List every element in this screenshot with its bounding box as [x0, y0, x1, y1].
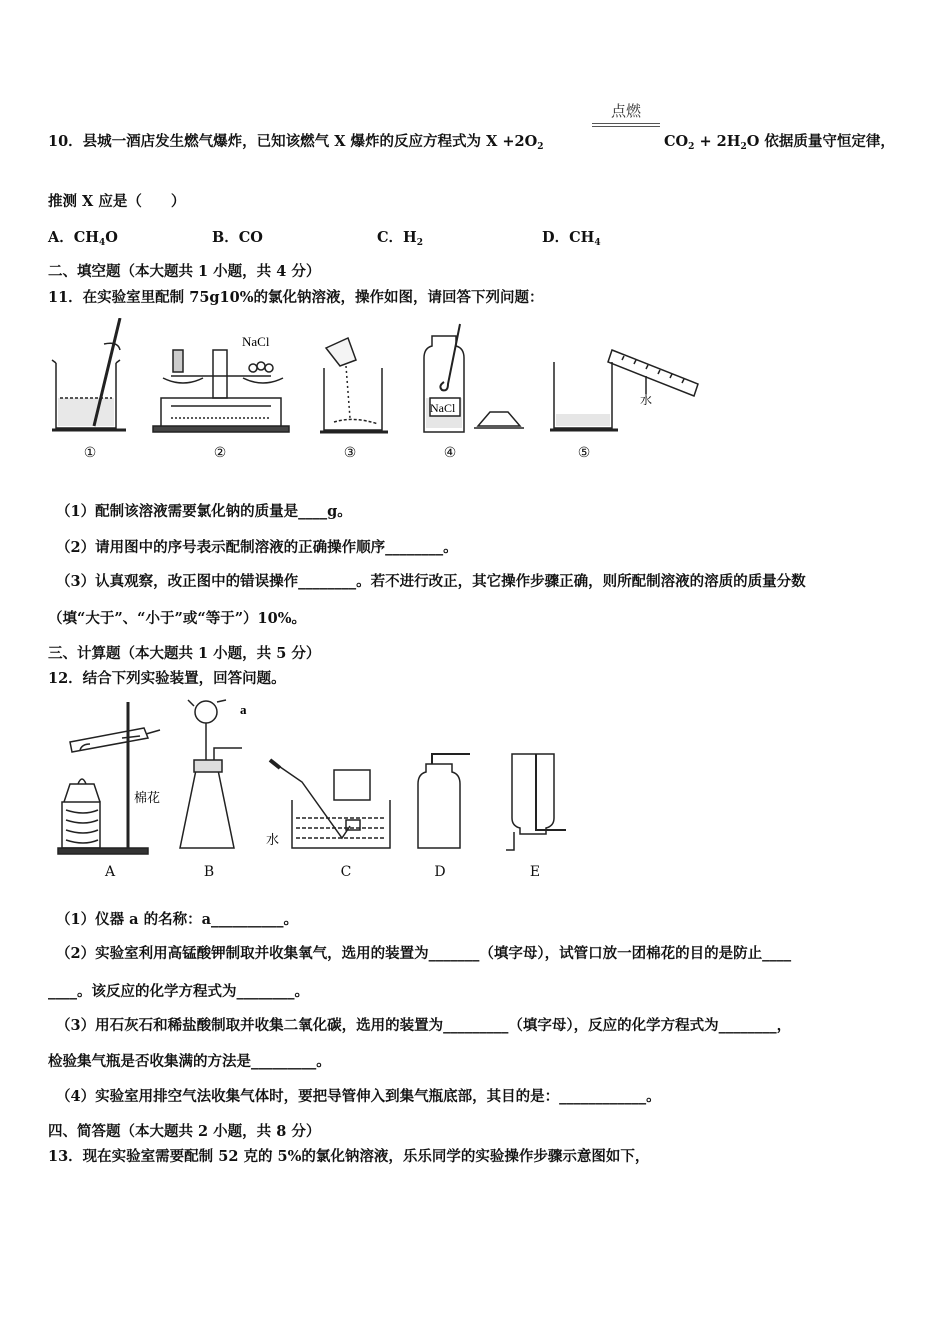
q10-option-b [212, 226, 263, 247]
step-label-1: ① [83, 445, 97, 461]
option-a-sub: 4 [99, 238, 106, 248]
apparatus-e-inverted-bottle [506, 754, 566, 850]
q12-part3: （3）用石灰石和稀盐酸制取并收集二氧化碳，选用的装置为_________（填字母），反应的化学方程式为________， [56, 1017, 792, 1034]
q12-part3-cont: 检验集气瓶是否收集满的方法是_________。 [48, 1053, 331, 1070]
q12-figure [52, 698, 592, 863]
q10-option-d [542, 226, 601, 248]
apparatus-label-d: D [434, 864, 446, 880]
step4-reagent-jar [424, 324, 524, 432]
h2o-subscript: 2 [740, 142, 747, 152]
q12-part4: （4）实验室用排空气法收集气体时，要把导管伸入到集气瓶底部，其目的是：____________。 [56, 1088, 661, 1105]
label-a-instrument: a [240, 702, 247, 717]
q10-line1 [48, 130, 544, 152]
q10-option-c [377, 226, 423, 248]
q10-line1-pre: 10．县城一酒店发生燃气爆炸，已知该燃气 X 爆炸的反应方程式为 X +2O [48, 133, 538, 150]
condition-text: 点燃 [610, 102, 641, 120]
nacl-jar-label: NaCl [430, 401, 456, 415]
co2-subscript: 2 [688, 142, 695, 152]
section-4-heading: 四、简答题（本大题共 2 小题，共 8 分） [48, 1123, 321, 1140]
option-b-label: B．CO [212, 229, 263, 246]
step1-beaker-stirring [52, 318, 126, 430]
option-c-sub: 2 [416, 238, 424, 248]
q10-line2: 推测 X 应是（ ） [48, 193, 186, 210]
q10-option-a [48, 226, 118, 248]
apparatus-a-heating [58, 702, 160, 854]
nacl-label-top: NaCl [242, 334, 270, 349]
option-d-sub: 4 [594, 238, 601, 248]
apparatus-label-b: B [203, 864, 215, 880]
q11-part3-cont: （填“大于”、“小于”或“等于”）10%。 [48, 610, 306, 627]
q12-part2-cont: ____。该反应的化学方程式为________。 [48, 983, 309, 1000]
option-d-label: D．CH [542, 229, 595, 246]
h2o-text-a: + 2H [694, 133, 741, 150]
section-2-heading: 二、填空题（本大题共 1 小题，共 4 分） [48, 263, 321, 280]
option-a-label: A．CH [48, 229, 99, 246]
apparatus-label-e: E [529, 864, 541, 880]
step2-balance [153, 350, 289, 432]
q13-stem: 13．现在实验室需要配制 52 克的 5%的氯化钠溶液，乐乐同学的实验操作步骤示意图如下， [48, 1148, 650, 1165]
h2o-text-b: O 依据质量守恒定律， [746, 133, 895, 150]
q12-stem: 12．结合下列实验装置，回答问题。 [48, 670, 286, 687]
apparatus-c-water-trough [270, 760, 390, 848]
option-c-label: C．H [377, 229, 417, 246]
q11-part2: （2）请用图中的序号表示配制溶液的正确操作顺序________。 [56, 539, 458, 556]
apparatus-b-flask [180, 700, 242, 848]
step-label-4: ④ [443, 445, 457, 461]
q12-part1: （1）仪器 a 的名称：a__________。 [56, 911, 298, 928]
q11-part3: （3）认真观察，改正图中的错误操作________。若不进行改正，其它操作步骤正确，则所配制溶液的溶质的质量分数 [56, 573, 806, 590]
section-3-heading: 三、计算题（本大题共 1 小题，共 5 分） [48, 645, 321, 662]
step5-cylinder-pouring [550, 350, 698, 430]
step-label-2: ② [213, 445, 227, 461]
q11-stem: 11．在实验室里配制 75g10%的氯化钠溶液，操作如图，请回答下列问题： [48, 289, 544, 306]
apparatus-label-c: C [340, 864, 352, 880]
step-label-3: ③ [343, 445, 357, 461]
reaction-condition [592, 100, 660, 127]
water-label-fig11: 水 [640, 393, 653, 407]
apparatus-d-bottle [418, 754, 470, 848]
water-label-fig12: 水 [266, 833, 280, 848]
q11-part1: （1）配制该溶液需要氯化钠的质量是____g。 [56, 503, 352, 520]
cotton-label: 棉花 [134, 791, 161, 806]
step3-beaker-pouring [320, 338, 388, 432]
o2-subscript: 2 [537, 142, 544, 152]
q11-figure [46, 318, 726, 458]
q10-line1-products [664, 130, 895, 152]
q12-part2: （2）实验室利用高锰酸钾制取并收集氧气，选用的装置为_______（填字母），试管口放一团棉花的目的是防止____ [56, 945, 792, 962]
apparatus-label-a: A [104, 864, 116, 880]
step-label-5: ⑤ [577, 445, 591, 461]
option-a-tail: O [105, 229, 118, 246]
condition-double-line [592, 123, 660, 127]
co2-text: CO [664, 133, 689, 150]
